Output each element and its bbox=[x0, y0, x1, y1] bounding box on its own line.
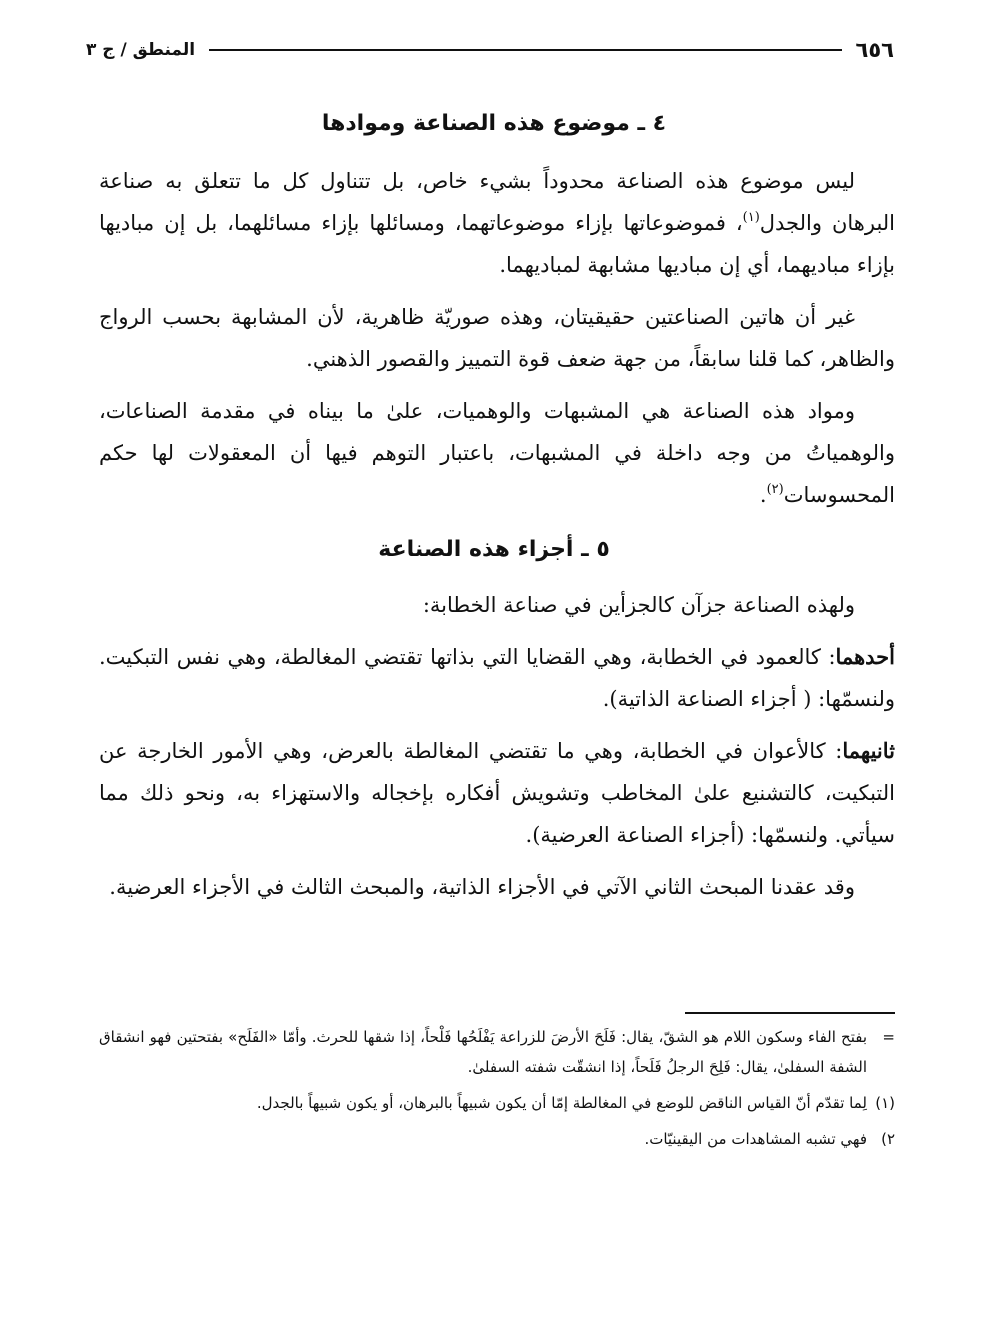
footnote-1 bbox=[99, 1088, 895, 1118]
header-rule bbox=[209, 49, 842, 51]
section-5-closing: وقد عقدنا المبحث الثاني الآتي في الأجزاء الذاتية، والمبحث الثالث في الأجزاء العرضية. bbox=[109, 875, 855, 899]
footnotes bbox=[99, 1022, 895, 1154]
paragraph-text: ومواد هذه الصناعة هي المشبهات والوهميات، علىٰ ما بيناه في مقدمة الصناعات، والوهمياتُ من وجه داخلة في المشبهات، باعتبار التوهم فيها أن المعقولات لها حكم المحسوسات bbox=[99, 399, 895, 507]
footnote-separator bbox=[685, 1012, 895, 1014]
running-title: المنطق / ج ٣ bbox=[86, 40, 196, 60]
footnote-text: بفتح الفاء وسكون اللام هو الشقّ، يقال: فَلَحَ الأرضَ للزراعة يَفْلَحُها فَلْحاً، إذا شقها للحرث. وأمّا «الفَلَح» بفتحتين فهو انشقاق الشفة السفلىٰ، يقال: فَلِحَ الرجلُ فَلَحاً، إذا انشقّت شفته السفلىٰ. bbox=[99, 1028, 867, 1076]
footnote-text: لِما تقدّم أنّ القياس الناقض للوضع في المغالطة إمّا أن يكون شبيهاً بالبرهان، أو يكون شبيهاً بالجدل. bbox=[256, 1094, 867, 1112]
section-5-intro: ولهذه الصناعة جزآن كالجزأين في صناعة الخطابة: bbox=[422, 593, 855, 617]
running-header bbox=[86, 30, 894, 70]
section-4-paragraph-2: غير أن هاتين الصناعتين حقيقيتان، وهذه صوريّة ظاهرية، لأن المشابهة بحسب الرواج والظاهر، كما قلنا سابقاً، من جهة ضعف قوة التمييز والقصور الذهني. bbox=[99, 305, 895, 371]
first-part-paragraph bbox=[99, 636, 895, 720]
section-5-body bbox=[99, 584, 895, 908]
paragraph-text-continued: . bbox=[759, 483, 767, 507]
footnote-ref-2[interactable]: (٢) bbox=[766, 482, 784, 497]
section-5-heading: ٥ ـ أجزاء هذه الصناعة bbox=[378, 537, 610, 562]
section-4-paragraph-1 bbox=[99, 160, 895, 286]
first-part-lead: أحدهما bbox=[835, 644, 895, 669]
second-part-paragraph bbox=[99, 730, 895, 856]
page-number: ٦٥٦ bbox=[855, 38, 894, 62]
section-4-paragraph-3 bbox=[99, 390, 895, 516]
section-4-body bbox=[99, 160, 895, 516]
section-4-heading: ٤ ـ موضوع هذه الصناعة وموادها bbox=[321, 111, 667, 136]
footnote-continuation bbox=[99, 1022, 895, 1082]
footnote-ref-1[interactable]: (١) bbox=[742, 210, 760, 225]
second-part-text: : كالأعوان في الخطابة، وهي ما تقتضي المغالطة بالعرض، وهي الأمور الخارجة عن التبكيت، كالتشنيع علىٰ المخاطب وتشويش أفكاره بإخجاله والاستهزاء به، ونحو ذلك مما سيأتي. ولنسمّها: (أجزاء الصناعة العرضية). bbox=[99, 739, 895, 847]
footnote-mark: = bbox=[882, 1028, 895, 1046]
paragraph-text: ليس موضوع هذه الصناعة محدوداً بشيء خاص، بل تتناول كل ما تتعلق به صناعة البرهان والجدل bbox=[99, 169, 896, 235]
first-part-text: : كالعمود في الخطابة، وهي القضايا التي بذاتها تقتضي المغالطة، وهي نفس التبكيت. ولنسمّها: ( أجزاء الصناعة الذاتية). bbox=[99, 645, 895, 711]
paragraph-text-continued: ، فموضوعاتها بإزاء موضوعاتهما، ومسائلها بإزاء مسائلهما، بل إن مباديها بإزاء مباديهما، أي إن مباديها مشابهة لمباديهما. bbox=[99, 211, 895, 277]
footnote-text: فهي تشبه المشاهدات من اليقينيّات. bbox=[644, 1130, 867, 1148]
footnote-mark: ٢) bbox=[881, 1130, 895, 1148]
second-part-lead: ثانيهما bbox=[842, 738, 895, 763]
footnote-mark: (١) bbox=[875, 1094, 895, 1112]
footnote-2 bbox=[99, 1124, 895, 1154]
